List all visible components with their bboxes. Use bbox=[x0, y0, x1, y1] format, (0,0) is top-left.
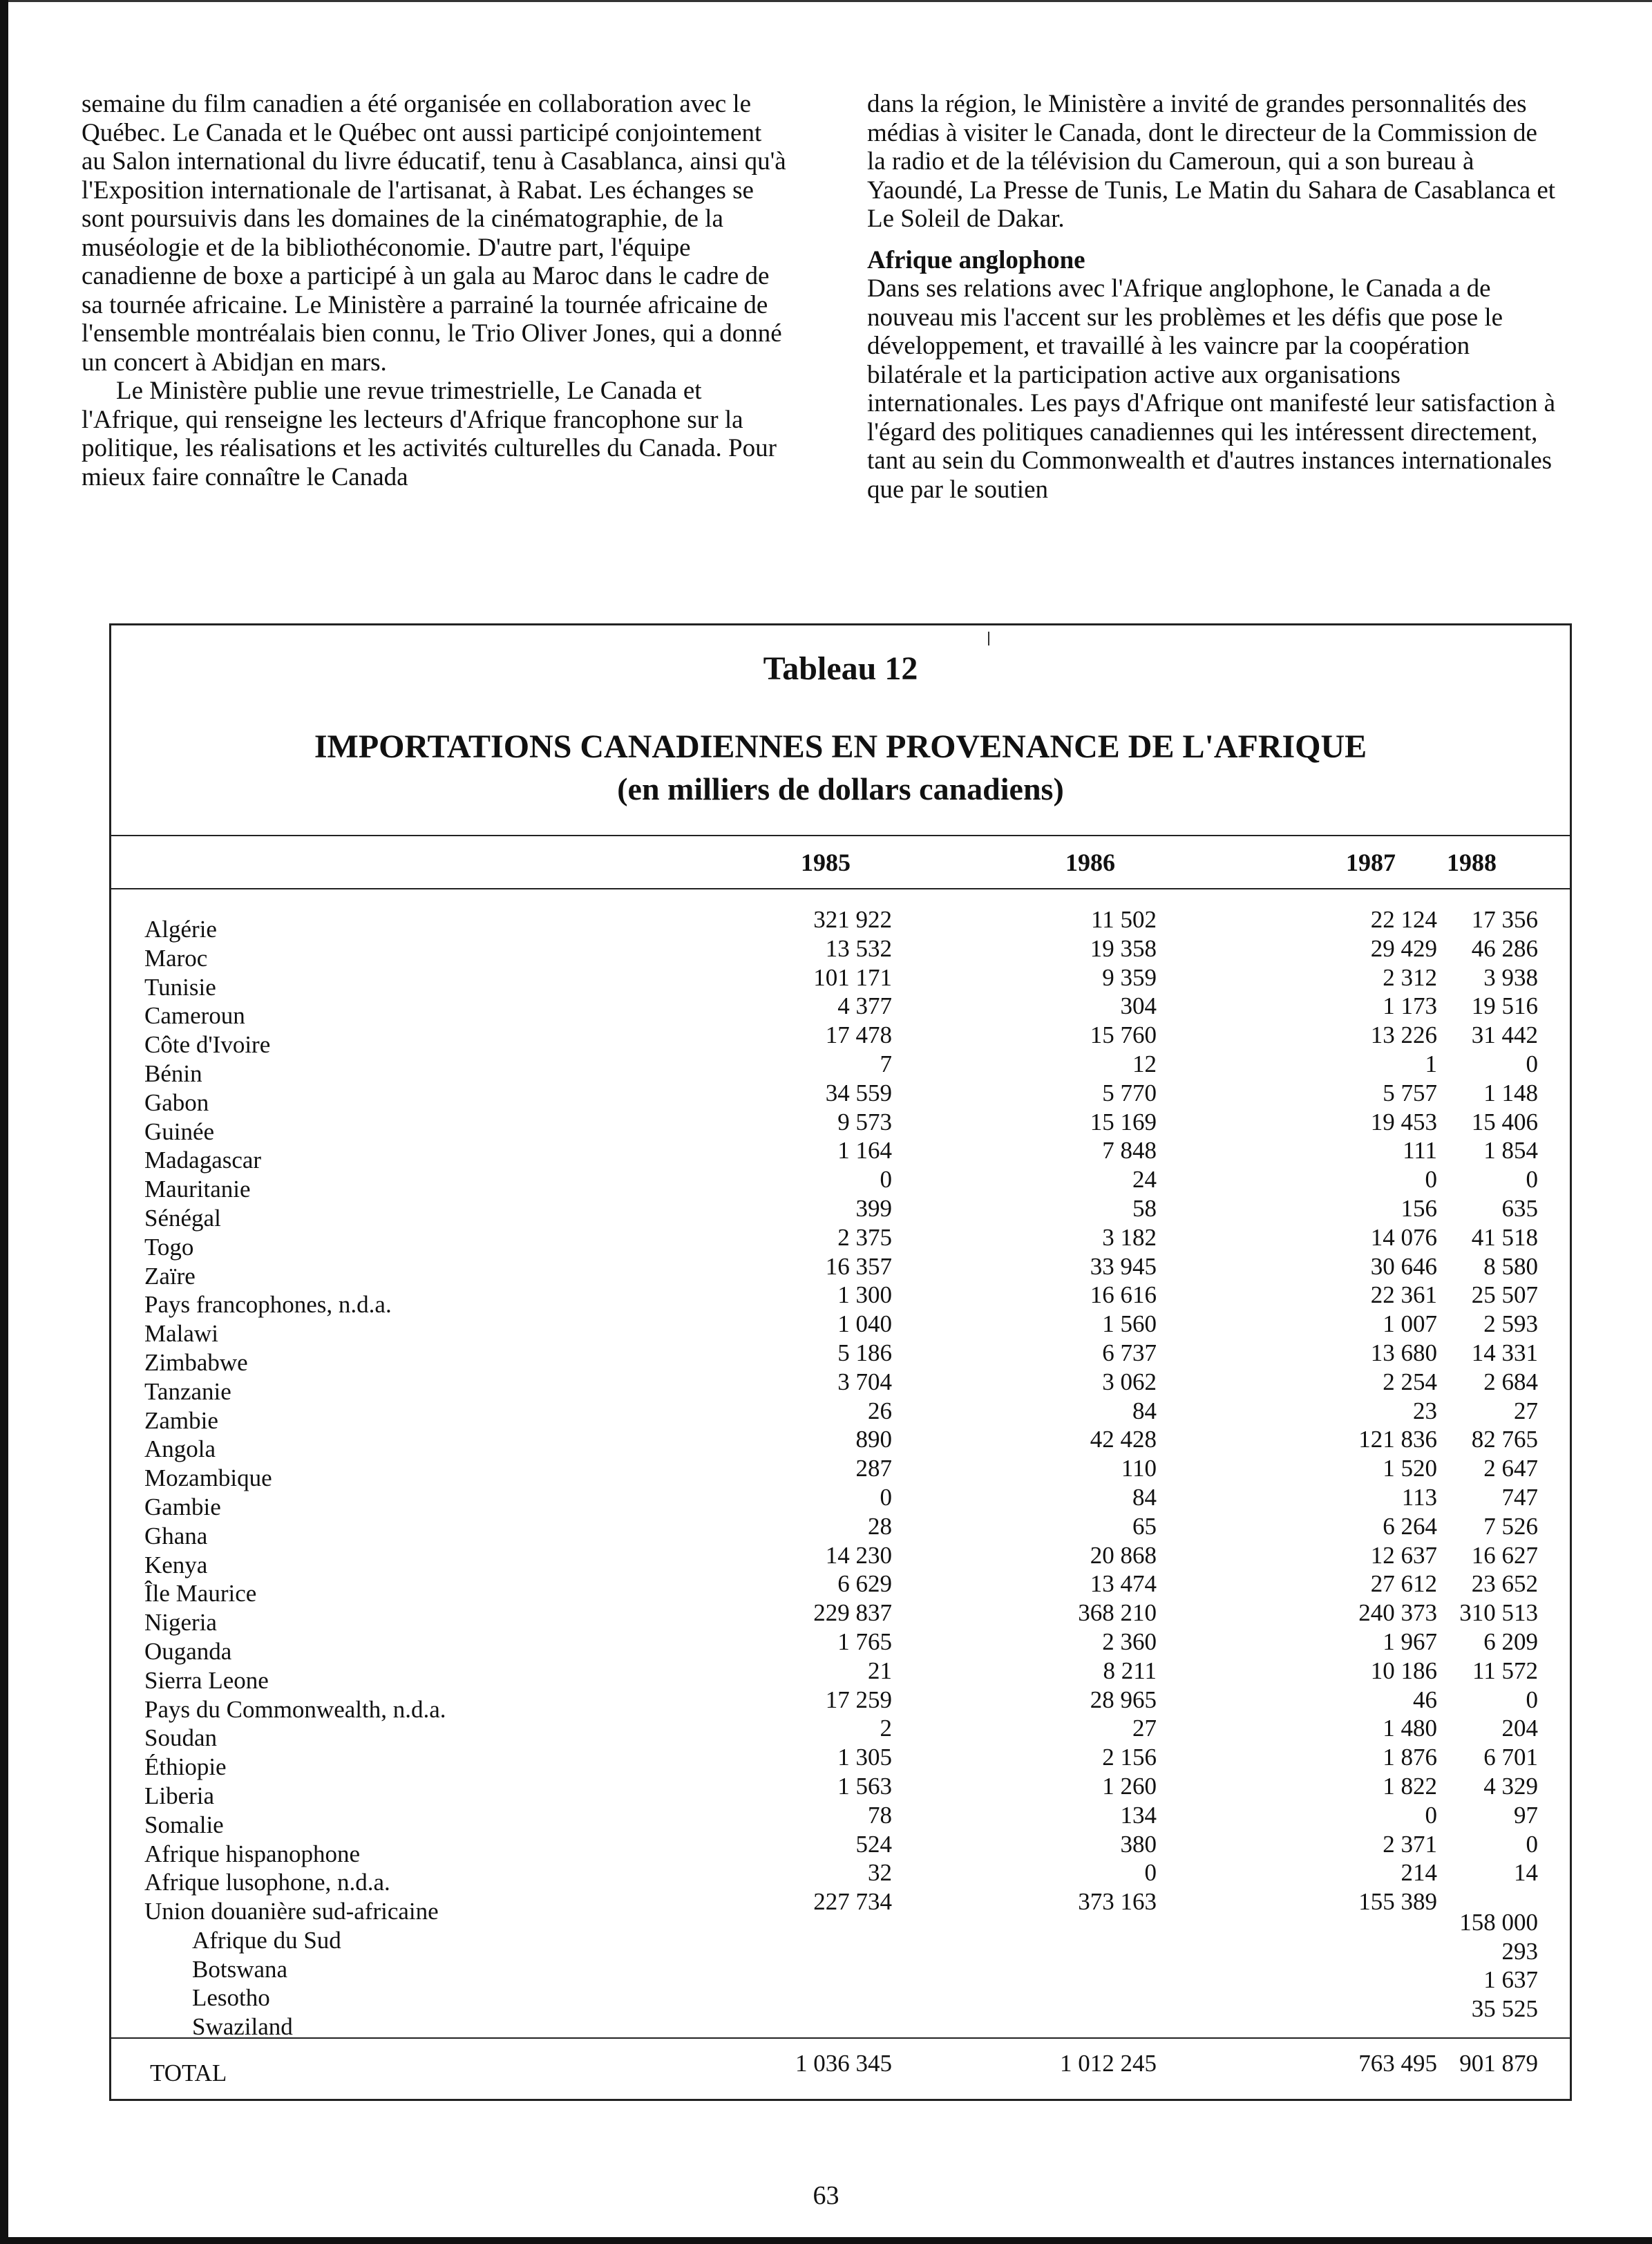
cell-value: 121 836 bbox=[1358, 1426, 1437, 1453]
row-label: Afrique du Sud bbox=[192, 1926, 341, 1954]
cell-value: 2 593 bbox=[1483, 1310, 1538, 1338]
cell-value: 34 559 bbox=[825, 1079, 892, 1106]
cell-value: 1 876 bbox=[1383, 1744, 1437, 1771]
row-label: Togo bbox=[144, 1233, 194, 1261]
cell-value: 22 361 bbox=[1370, 1281, 1437, 1309]
cell-value: 13 226 bbox=[1370, 1021, 1437, 1049]
cell-value: 3 704 bbox=[837, 1368, 892, 1395]
cell-value: 32 bbox=[868, 1859, 892, 1887]
cell-value: 11 572 bbox=[1472, 1657, 1538, 1684]
cell-value: 1 040 bbox=[837, 1310, 892, 1338]
row-label: Malawi bbox=[144, 1320, 218, 1348]
year-header: 1987 bbox=[1346, 849, 1396, 876]
row-label: Côte d'Ivoire bbox=[144, 1031, 271, 1059]
cell-value: 1 300 bbox=[837, 1281, 892, 1309]
cell-value: 7 526 bbox=[1483, 1512, 1538, 1540]
cell-value: 240 373 bbox=[1358, 1599, 1437, 1627]
row-label: Union douanière sud-africaine bbox=[144, 1898, 439, 1925]
cell-value: 0 bbox=[880, 1483, 892, 1511]
cell-value: 78 bbox=[868, 1801, 892, 1829]
cell-value: 2 312 bbox=[1383, 963, 1437, 991]
row-label: Angola bbox=[144, 1435, 216, 1463]
row-label: Bénin bbox=[144, 1059, 202, 1087]
row-label: Sierra Leone bbox=[144, 1666, 269, 1694]
cell-value: 13 680 bbox=[1370, 1339, 1437, 1366]
row-label: Mauritanie bbox=[144, 1176, 251, 1203]
year-header: 1986 bbox=[1065, 849, 1115, 876]
row-label: Pays francophones, n.d.a. bbox=[144, 1291, 392, 1319]
cell-value: 0 bbox=[1526, 1830, 1538, 1858]
cell-value: 3 182 bbox=[1102, 1223, 1157, 1251]
cell-value: 16 357 bbox=[825, 1252, 892, 1280]
row-label: Soudan bbox=[144, 1724, 217, 1752]
total-label: TOTAL bbox=[150, 2059, 227, 2086]
cell-value: 368 210 bbox=[1078, 1599, 1157, 1627]
cell-value: 15 406 bbox=[1471, 1108, 1538, 1135]
cell-value: 8 580 bbox=[1483, 1252, 1538, 1280]
cell-value: 0 bbox=[1425, 1801, 1437, 1829]
cell-value: 4 377 bbox=[837, 992, 892, 1020]
cell-value: 14 230 bbox=[825, 1541, 892, 1569]
cell-value: 14 076 bbox=[1370, 1223, 1437, 1251]
cell-value: 11 502 bbox=[1091, 906, 1157, 933]
cell-value: 14 bbox=[1514, 1859, 1538, 1887]
cell-value: 6 209 bbox=[1483, 1628, 1538, 1655]
row-label: Pays du Commonwealth, n.d.a. bbox=[144, 1695, 446, 1723]
cell-value: 65 bbox=[1132, 1512, 1157, 1540]
cell-value: 26 bbox=[868, 1397, 892, 1424]
cell-value: 155 389 bbox=[1358, 1888, 1437, 1916]
cell-value: 33 945 bbox=[1090, 1252, 1157, 1280]
cell-value: 12 bbox=[1132, 1050, 1157, 1077]
row-label: Sénégal bbox=[144, 1204, 221, 1232]
total-row bbox=[111, 2050, 1570, 2086]
table-divider bbox=[111, 835, 1570, 836]
row-label: Tunisie bbox=[144, 973, 216, 1001]
cell-value: 19 453 bbox=[1370, 1108, 1437, 1135]
row-label: Nigeria bbox=[144, 1609, 217, 1637]
cell-value: 22 124 bbox=[1370, 906, 1437, 933]
row-label: Kenya bbox=[144, 1551, 208, 1578]
cell-value: 14 331 bbox=[1471, 1339, 1538, 1366]
cell-value: 27 612 bbox=[1370, 1570, 1437, 1598]
cell-value: 2 254 bbox=[1383, 1368, 1437, 1395]
cell-value: 13 532 bbox=[825, 934, 892, 962]
cell-value: 890 bbox=[855, 1426, 892, 1453]
total-value: 1 036 345 bbox=[795, 2050, 892, 2077]
cell-value: 1 637 bbox=[1483, 1966, 1538, 1994]
section-heading: Afrique anglophone bbox=[867, 245, 1085, 274]
row-label: Tanzanie bbox=[144, 1377, 231, 1405]
cell-value: 373 163 bbox=[1078, 1888, 1157, 1916]
cell-value: 0 bbox=[1526, 1686, 1538, 1713]
table-title: IMPORTATIONS CANADIENNES EN PROVENANCE DE L'AFRIQUE bbox=[314, 728, 1367, 765]
cell-value: 5 186 bbox=[837, 1339, 892, 1366]
cell-value: 16 616 bbox=[1090, 1281, 1157, 1309]
cell-value: 304 bbox=[1120, 992, 1157, 1020]
table-label: Tableau 12 bbox=[763, 650, 918, 687]
cell-value: 24 bbox=[1132, 1166, 1157, 1194]
cell-value: 19 358 bbox=[1090, 934, 1157, 962]
cell-value: 15 760 bbox=[1090, 1021, 1157, 1049]
cell-value: 1 148 bbox=[1483, 1079, 1538, 1106]
cell-value: 1 480 bbox=[1383, 1715, 1437, 1742]
cell-value: 31 442 bbox=[1471, 1021, 1538, 1049]
cell-value: 6 737 bbox=[1102, 1339, 1157, 1366]
cell-value: 82 765 bbox=[1471, 1426, 1538, 1453]
cell-value: 0 bbox=[880, 1166, 892, 1194]
cell-value: 2 684 bbox=[1483, 1368, 1538, 1395]
row-label: Ghana bbox=[144, 1522, 208, 1549]
cell-value: 158 000 bbox=[1459, 1908, 1538, 1936]
cell-value: 27 bbox=[1514, 1397, 1538, 1424]
top-rule bbox=[0, 0, 1652, 2]
cell-value: 3 938 bbox=[1483, 963, 1538, 991]
cell-value: 28 bbox=[868, 1512, 892, 1540]
cell-value: 1 563 bbox=[837, 1772, 892, 1800]
cell-value: 12 637 bbox=[1370, 1541, 1437, 1569]
cell-value: 1 173 bbox=[1383, 992, 1437, 1020]
cell-value: 84 bbox=[1132, 1483, 1157, 1511]
cell-value: 58 bbox=[1132, 1194, 1157, 1222]
scan-bottom-edge bbox=[0, 2237, 1652, 2244]
row-label: Éthiopie bbox=[144, 1753, 227, 1781]
cell-value: 214 bbox=[1401, 1859, 1437, 1887]
cell-value: 16 627 bbox=[1471, 1541, 1538, 1569]
cell-value: 0 bbox=[1526, 1050, 1538, 1077]
row-label: Liberia bbox=[144, 1782, 215, 1809]
year-header: 1985 bbox=[801, 849, 851, 876]
cell-value: 42 428 bbox=[1090, 1426, 1157, 1453]
cell-value: 380 bbox=[1120, 1830, 1157, 1858]
row-label: Lesotho bbox=[192, 1984, 270, 2012]
cell-value: 23 652 bbox=[1471, 1570, 1538, 1598]
row-label: Gambie bbox=[144, 1493, 221, 1520]
cell-value: 4 329 bbox=[1483, 1772, 1538, 1800]
cell-value: 6 264 bbox=[1383, 1512, 1437, 1540]
row-label: Île Maurice bbox=[144, 1580, 257, 1607]
left-text-column bbox=[82, 90, 790, 491]
left-paragraph-1: semaine du film canadien a été organisée en collaboration avec le Québec. Le Canada et le Québec ont aussi participé conjointement au Salon international du livre éducatif, tenu à Casablanca, ainsi qu'à l'Exposition internationale de l'artisanat, à Rabat. Les échanges se sont poursuivis dans les domaines de la cinématographie, de la muséologie et de la bibliothéconomie. D'autre part, l'équipe canadienne de boxe a participé à un gala au Maroc dans le cadre de sa tournée africaine. Le Ministère a parrainé la tournée africaine de l'ensemble montréalais bien connu, le Trio Oliver Jones, qui a donné un concert à Abidjan en mars. bbox=[82, 90, 786, 377]
cell-value: 1 260 bbox=[1102, 1772, 1157, 1800]
cell-value: 1 305 bbox=[837, 1744, 892, 1771]
row-label: Afrique lusophone, n.d.a. bbox=[144, 1869, 390, 1896]
cell-value: 10 186 bbox=[1370, 1657, 1437, 1684]
cell-value: 25 507 bbox=[1471, 1281, 1538, 1309]
cell-value: 46 286 bbox=[1471, 934, 1538, 962]
total-divider bbox=[111, 2037, 1570, 2039]
cell-value: 110 bbox=[1121, 1455, 1157, 1482]
cell-value: 747 bbox=[1501, 1483, 1538, 1511]
cell-value: 97 bbox=[1514, 1801, 1538, 1829]
cell-value: 310 513 bbox=[1459, 1599, 1538, 1627]
cell-value: 15 169 bbox=[1090, 1108, 1157, 1135]
row-label: Algérie bbox=[144, 916, 217, 943]
cell-value: 1 854 bbox=[1483, 1137, 1538, 1165]
cell-value: 7 848 bbox=[1102, 1137, 1157, 1165]
cell-value: 2 360 bbox=[1102, 1628, 1157, 1655]
table-row bbox=[111, 1888, 1570, 1926]
cell-value: 29 429 bbox=[1370, 934, 1437, 962]
cell-value: 635 bbox=[1501, 1194, 1538, 1222]
cell-value: 0 bbox=[1144, 1859, 1157, 1887]
cell-value: 19 516 bbox=[1471, 992, 1538, 1020]
cell-value: 5 757 bbox=[1383, 1079, 1437, 1106]
cell-value: 204 bbox=[1501, 1715, 1538, 1742]
cell-value: 17 259 bbox=[825, 1686, 892, 1713]
cell-value: 524 bbox=[855, 1830, 892, 1858]
cell-value: 17 356 bbox=[1471, 906, 1538, 933]
cell-value: 1 520 bbox=[1383, 1455, 1437, 1482]
cell-value: 46 bbox=[1413, 1686, 1437, 1713]
cell-value: 2 371 bbox=[1383, 1830, 1437, 1858]
import-table bbox=[109, 623, 1572, 2101]
row-label: Mozambique bbox=[144, 1464, 272, 1492]
cell-value: 84 bbox=[1132, 1397, 1157, 1424]
cell-value: 2 375 bbox=[837, 1223, 892, 1251]
row-label: Gabon bbox=[144, 1088, 209, 1116]
cell-value: 0 bbox=[1425, 1166, 1437, 1194]
cell-value: 35 525 bbox=[1471, 1995, 1538, 2023]
cell-value: 9 359 bbox=[1102, 963, 1157, 991]
cell-value: 113 bbox=[1401, 1483, 1437, 1511]
cell-value: 227 734 bbox=[813, 1888, 892, 1916]
cell-value: 1 007 bbox=[1383, 1310, 1437, 1338]
cell-value: 21 bbox=[868, 1657, 892, 1684]
cell-value: 30 646 bbox=[1370, 1252, 1437, 1280]
cell-value: 2 bbox=[880, 1715, 892, 1742]
row-label: Cameroun bbox=[144, 1002, 245, 1030]
cell-value: 293 bbox=[1501, 1937, 1538, 1965]
row-label: Zimbabwe bbox=[144, 1348, 248, 1376]
cell-value: 28 965 bbox=[1090, 1686, 1157, 1713]
cell-value: 0 bbox=[1526, 1166, 1538, 1194]
row-label: Somalie bbox=[144, 1811, 224, 1838]
cell-value: 41 518 bbox=[1471, 1223, 1538, 1251]
cell-value: 287 bbox=[855, 1455, 892, 1482]
left-paragraph-2: Le Ministère publie une revue trimestrielle, Le Canada et l'Afrique, qui renseigne les lecteurs d'Afrique francophone sur la politique, les réalisations et les activités culturelles du Canada. Pour mieux faire connaître le Canada bbox=[82, 377, 777, 491]
cell-value: 7 bbox=[880, 1050, 892, 1077]
total-value: 901 879 bbox=[1459, 2050, 1538, 2077]
cell-value: 17 478 bbox=[825, 1021, 892, 1049]
row-label: Zaïre bbox=[144, 1262, 196, 1290]
scan-left-edge bbox=[0, 0, 8, 2244]
cell-value: 229 837 bbox=[813, 1599, 892, 1627]
row-label: Madagascar bbox=[144, 1147, 262, 1174]
row-label: Zambie bbox=[144, 1406, 218, 1434]
total-value: 1 012 245 bbox=[1060, 2050, 1157, 2077]
cell-value: 1 560 bbox=[1102, 1310, 1157, 1338]
page-number: 63 bbox=[813, 2181, 839, 2210]
cell-value: 13 474 bbox=[1090, 1570, 1157, 1598]
row-label: Ouganda bbox=[144, 1637, 232, 1665]
cell-value: 8 211 bbox=[1103, 1657, 1157, 1684]
cell-value: 101 171 bbox=[813, 963, 892, 991]
total-value: 763 495 bbox=[1358, 2050, 1437, 2077]
cell-value: 2 156 bbox=[1102, 1744, 1157, 1771]
cell-value: 6 701 bbox=[1483, 1744, 1538, 1771]
right-text-column bbox=[867, 90, 1561, 504]
cell-value: 1 bbox=[1425, 1050, 1437, 1077]
cell-value: 134 bbox=[1120, 1801, 1157, 1829]
cell-value: 27 bbox=[1132, 1715, 1157, 1742]
table-body bbox=[111, 906, 1570, 2042]
cell-value: 321 922 bbox=[813, 906, 892, 933]
cell-value: 399 bbox=[855, 1194, 892, 1222]
row-label: Swaziland bbox=[192, 2013, 293, 2041]
cell-value: 2 647 bbox=[1483, 1455, 1538, 1482]
cell-value: 156 bbox=[1401, 1194, 1437, 1222]
row-label: Maroc bbox=[144, 944, 208, 972]
cell-value: 1 822 bbox=[1383, 1772, 1437, 1800]
year-header: 1988 bbox=[1447, 849, 1497, 876]
cell-value: 20 868 bbox=[1090, 1541, 1157, 1569]
cell-value: 5 770 bbox=[1102, 1079, 1157, 1106]
row-label: Afrique hispanophone bbox=[144, 1840, 361, 1867]
row-label: Guinée bbox=[144, 1118, 215, 1145]
cell-value: 111 bbox=[1403, 1137, 1437, 1165]
header-divider bbox=[111, 888, 1570, 889]
cell-value: 6 629 bbox=[837, 1570, 892, 1598]
cell-value: 23 bbox=[1413, 1397, 1437, 1424]
cell-value: 1 967 bbox=[1383, 1628, 1437, 1655]
row-label: Botswana bbox=[192, 1955, 288, 1983]
table-subtitle: (en milliers de dollars canadiens) bbox=[617, 771, 1064, 807]
right-paragraph-2: Dans ses relations avec l'Afrique anglophone, le Canada a de nouveau mis l'accent sur les problèmes et les défis que pose le développement, et travaillé à les vaincre par la coopération bilatérale et la participation active aux organisations internationales. Les pays d'Afrique ont manifesté leur satisfaction à l'égard des politiques canadiennes qui les intéressent directement, tant au sein du Commonwealth et d'autres instances internationales que par le soutien bbox=[867, 274, 1556, 504]
cell-value: 1 164 bbox=[837, 1137, 892, 1165]
cell-value: 1 765 bbox=[837, 1628, 892, 1655]
right-paragraph-1: dans la région, le Ministère a invité de grandes personnalités des médias à visiter le Canada, dont le directeur de la Commission de la radio et de la télévision du Cameroun, qui a son bureau à Yaoundé, La Presse de Tunis, Le Matin du Sahara de Casablanca et Le Soleil de Dakar. bbox=[867, 90, 1556, 233]
cell-value: 3 062 bbox=[1102, 1368, 1157, 1395]
cell-value: 9 573 bbox=[837, 1108, 892, 1135]
